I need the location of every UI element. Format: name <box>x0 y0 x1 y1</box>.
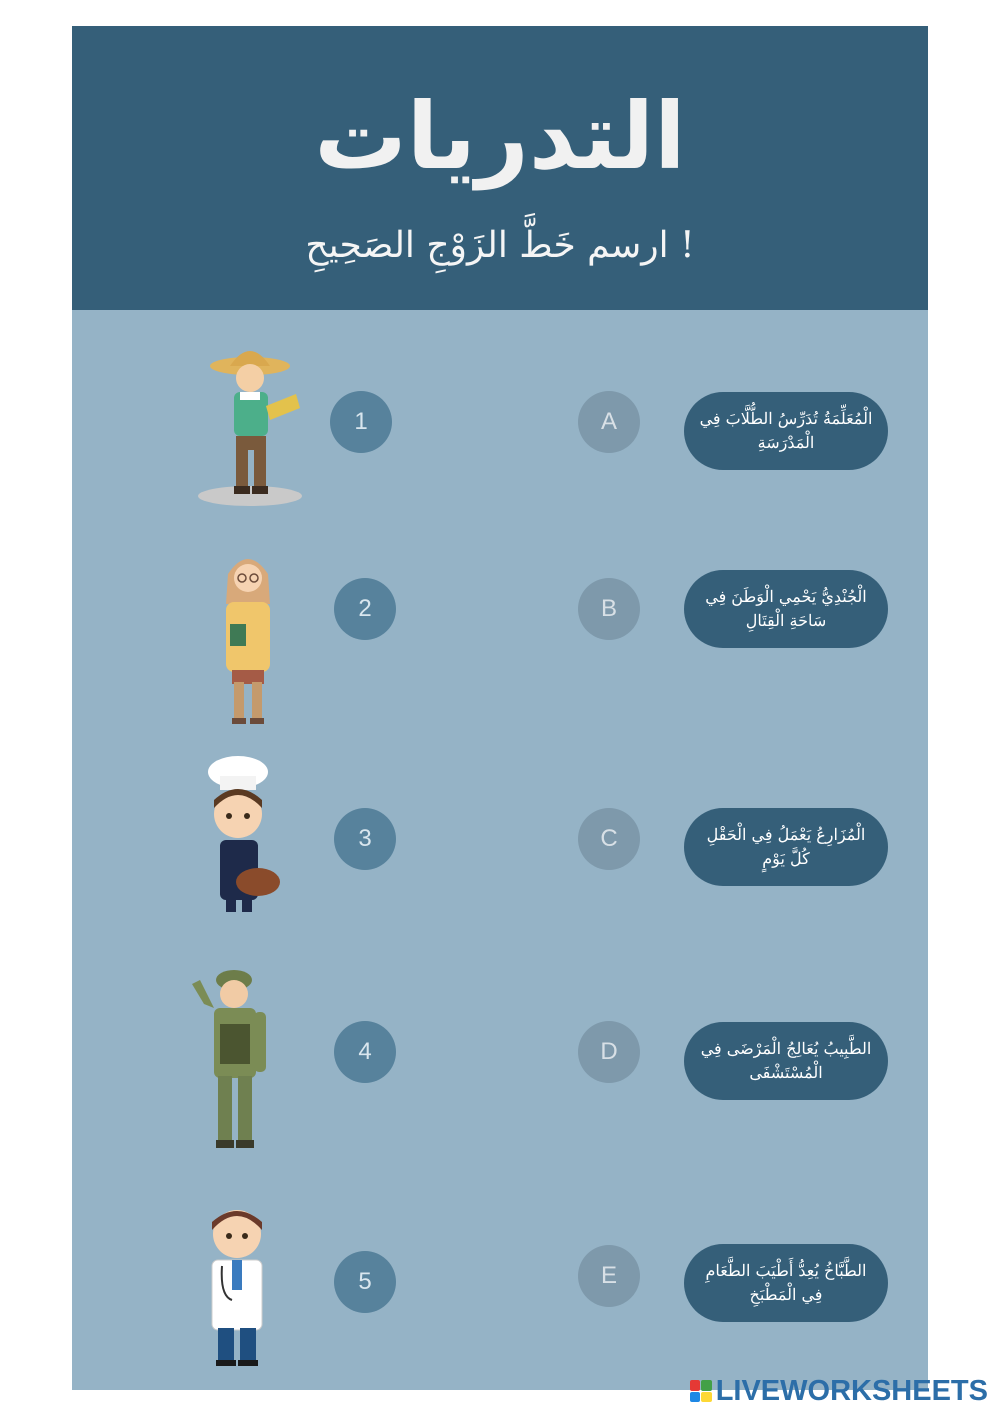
number-label: 4 <box>358 1038 372 1065</box>
sentence-pill-b <box>684 570 888 648</box>
letter-label: A <box>600 408 617 435</box>
sentence-pill-e <box>684 1244 888 1322</box>
sentence-text: الْجُنْدِيُّ يَحْمِي الْوَطَنَ فِي سَاحَةِ الْقِتَالِ <box>705 587 867 630</box>
instructions: ارسم خَطَّ الزَوْجِ الصَحِيحِ ! <box>305 225 695 266</box>
number-circle-1[interactable] <box>330 391 392 453</box>
teacher-figure <box>208 544 288 734</box>
letter-circle-d[interactable] <box>578 1021 640 1083</box>
letter-circle-a[interactable] <box>578 391 640 453</box>
liveworksheets-logo-icon <box>690 1380 712 1402</box>
number-label: 5 <box>358 1268 372 1295</box>
number-circle-4[interactable] <box>334 1021 396 1083</box>
number-label: 2 <box>358 595 372 622</box>
sentence-text: الْمُعَلِّمَةُ تُدَرِّسُ الطُّلَّابَ فِي الْمَدْرَسَةِ <box>699 409 873 452</box>
letter-circle-c[interactable] <box>578 808 640 870</box>
sentence-pill-c <box>684 808 888 886</box>
number-circle-5[interactable] <box>334 1251 396 1313</box>
page-title: التدريات <box>314 83 686 190</box>
liveworksheets-footer <box>690 1374 988 1408</box>
doctor-figure <box>202 1206 272 1371</box>
letter-circle-e[interactable] <box>578 1245 640 1307</box>
letter-label: E <box>600 1262 617 1289</box>
chef-figure <box>198 752 288 917</box>
header-banner <box>72 26 928 310</box>
letter-circle-b[interactable] <box>578 578 640 640</box>
sentence-text: الطَّبَّاخُ يُعِدُّ أَطْيَبَ الطَّعَامِ فِي الْمَطْبَخِ <box>705 1261 867 1304</box>
farmer-figure <box>196 336 316 511</box>
number-label: 3 <box>358 825 372 852</box>
number-circle-2[interactable] <box>334 578 396 640</box>
brand-name: LIVEWORKSHEETS <box>715 1374 988 1407</box>
letter-label: C <box>600 825 618 852</box>
sentence-pill-a <box>684 392 888 470</box>
letter-label: D <box>600 1038 618 1065</box>
soldier-figure <box>184 964 279 1154</box>
sentence-text: الطَّبِيبُ يُعَالِجُ الْمَرْضَى فِي الْمُسْتَشْفَى <box>700 1039 872 1082</box>
sentence-text: الْمُزَارِعُ يَعْمَلُ فِي الْحَقْلِ كُلَّ يَوْمٍ <box>706 825 866 868</box>
letter-label: B <box>600 595 617 622</box>
number-label: 1 <box>354 408 368 435</box>
sentence-pill-d <box>684 1022 888 1100</box>
worksheet <box>72 26 928 1390</box>
number-circle-3[interactable] <box>334 808 396 870</box>
